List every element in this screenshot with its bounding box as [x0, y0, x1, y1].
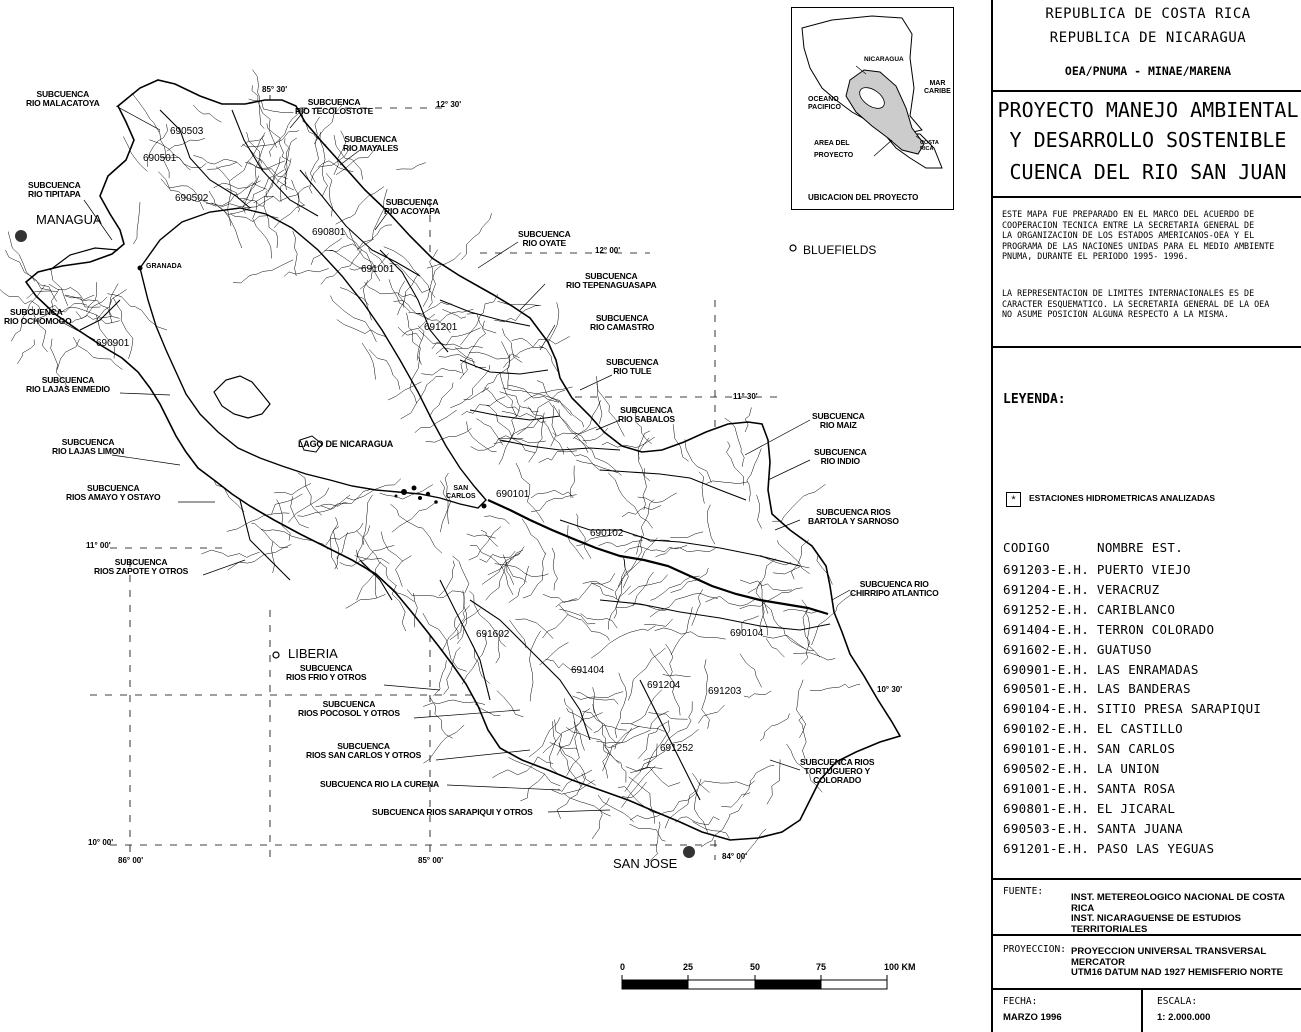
notes-para1 [1002, 209, 1298, 262]
sub-tepenaguasapa-l1: SUBCUENCA [584, 271, 638, 281]
station-row: 690503-E.H. SANTA JUANA [1003, 820, 1183, 836]
station-row: 690104-E.H. SITIO PRESA SARAPIQUI [1003, 701, 1262, 717]
source-label: FUENTE: [1003, 886, 1044, 897]
inset-mar: MAR [929, 80, 946, 87]
sub-acoyapa [384, 198, 440, 216]
sub-frio-l2: RIOS FRIO Y OTROS [286, 672, 367, 682]
inset-nicaragua: NICARAGUA [864, 56, 904, 63]
scale-section [1143, 990, 1301, 1032]
map-stn-690102: 690102 [590, 528, 624, 539]
river-segment [564, 794, 611, 817]
notes-para2 [1002, 288, 1298, 320]
scale-label: ESCALA: [1157, 996, 1198, 1007]
coord-10-30: 10° 30' [877, 685, 903, 694]
station-row: 691204-E.H. VERACRUZ [1003, 581, 1160, 597]
map-stn-691001: 691001 [361, 264, 395, 275]
sub-zapote-l2: RIOS ZAPOTE Y OTROS [94, 566, 189, 576]
san-carlos-line1: SAN [453, 485, 469, 492]
river-segment [461, 213, 491, 260]
inset-area-l1: AREA DEL [814, 140, 850, 147]
date-label: FECHA: [1003, 996, 1038, 1007]
sub-ochomogo-l1: SUBCUENCA [10, 307, 63, 317]
station-row: 691602-E.H. GUATUSO [1003, 641, 1152, 657]
inset-oceano [808, 96, 841, 112]
station-row: 690101-E.H. SAN CARLOS [1003, 741, 1176, 757]
river-segment [597, 376, 603, 424]
inset-costa-rica [920, 140, 939, 152]
sub-lajas-enmedio-l1: SUBCUENCA [41, 375, 95, 385]
legend-section [993, 348, 1301, 880]
inset-oceano-l2: PACIFICO [808, 104, 841, 111]
sub-bartola-sarnoso [808, 508, 899, 526]
sub-lajas-enmedio-l2: RIO LAJAS ENMEDIO [26, 384, 110, 394]
col-header-code: CODIGO [1003, 540, 1050, 555]
sub-oyate [518, 230, 571, 248]
sub-acoyapa-l2: RIO ACOYAPA [384, 206, 441, 216]
map-stn-690104: 690104 [730, 628, 764, 639]
sub-pocosol [298, 700, 400, 718]
san-carlos-label [446, 485, 476, 501]
project-section [993, 92, 1301, 198]
river-segment [228, 544, 292, 570]
coord-11-00: 11° 00' [86, 541, 111, 550]
sub-curena: SUBCUENCA RIO LA CURENA [320, 779, 439, 789]
river-segment [201, 550, 259, 557]
sub-indio-l1: SUBCUENCA [814, 447, 867, 457]
sub-tepenaguasapa-l2: RIO TEPENAGUASAPA [566, 280, 657, 290]
managua-label: MANAGUA [36, 212, 102, 227]
note1-l2: COOPERACION TECNICA ENTRE LA SECRETARIA GENERAL DE [1002, 219, 1255, 230]
source-section [993, 880, 1301, 936]
station-row: 690502-E.H. LA UNION [1003, 761, 1160, 776]
sub-tortuguero-l2: TORTUGUERO Y [804, 766, 871, 776]
map-stn-691404: 691404 [571, 665, 605, 676]
station-row: 690801-E.H. EL JICARAL [1003, 800, 1176, 816]
note1-l4: PROGRAMA DE LAS NACIONES UNIDAS PARA EL MEDIO AMBIENTE [1002, 240, 1275, 251]
scale-value: 1: 2.000.000 [1157, 1012, 1211, 1023]
sub-camastro-l1: SUBCUENCA [595, 313, 649, 323]
sub-sabalos-l1: SUBCUENCA [620, 405, 673, 415]
sub-indio-l2: RIO INDIO [820, 456, 860, 466]
header-section [993, 0, 1301, 92]
sub-mayales-l2: RIO MAYALES [343, 143, 399, 153]
sub-maiz [812, 412, 865, 430]
river-segment [17, 340, 34, 364]
sub-frio-l1: SUBCUENCA [299, 663, 353, 673]
map-stn-691204: 691204 [647, 680, 681, 691]
project-line2: Y DESARROLLO SOSTENIBLE [1009, 128, 1287, 152]
lake-label: LAGO DE NICARAGUA [298, 439, 394, 449]
projection-line2: UTM16 DATUM NAD 1927 HEMISFERIO NORTE [1071, 967, 1284, 978]
river-segment [396, 163, 426, 170]
sub-maiz-l1: SUBCUENCA [812, 411, 865, 421]
sub-zapote [94, 558, 188, 576]
inset-caribe: CARIBE [924, 88, 951, 95]
station-symbol: * [1011, 494, 1016, 506]
sub-mayales [343, 135, 398, 153]
country-costa-rica: REPUBLICA DE COSTA RICA [1045, 6, 1251, 22]
inset-caption: UBICACION DEL PROYECTO [808, 193, 919, 202]
sub-pocosol-l2: RIOS POCOSOL Y OTROS [298, 708, 400, 718]
sub-pocosol-l1: SUBCUENCA [322, 699, 376, 709]
sub-san-carlos [306, 742, 421, 760]
map-stn-690801: 690801 [312, 227, 346, 238]
station-row: 691001-E.H. SANTA ROSA [1003, 780, 1176, 796]
sub-san-carlos-l1: SUBCUENCA [337, 741, 390, 751]
sub-tule-l2: RIO TULE [613, 366, 652, 376]
sub-bartola-sarnoso-l2: BARTOLA Y SARNOSO [808, 516, 899, 526]
san-jose-marker [683, 846, 695, 858]
country-nicaragua: REPUBLICA DE NICARAGUA [1049, 30, 1247, 46]
map-stn-690501: 690501 [143, 153, 177, 164]
sub-tipitapa [28, 181, 81, 199]
bluefields-label: BLUEFIELDS [803, 243, 877, 257]
inset-rica: RICA [920, 146, 934, 152]
sub-ochomogo-l2: RIO OCHOMOGO [4, 316, 72, 326]
coord-12-30: 12° 30' [436, 100, 462, 109]
river-segment [271, 541, 274, 573]
map-stn-691201: 691201 [424, 322, 458, 333]
sub-amayo-ostayo-l1: SUBCUENCA [86, 483, 140, 493]
note2-l3: NO ASUME POSICION ALGUNA RESPECTO A LA MISMA. [1002, 309, 1229, 319]
inset-area-l2: PROYECTO [814, 152, 854, 159]
inset-mar-caribe [924, 80, 951, 96]
river-segment [548, 302, 559, 342]
sub-tecolostote [295, 98, 373, 116]
note1-l5: PNUMA, DURANTE EL PERIODO 1995- 1996. [1002, 251, 1189, 261]
river-segment [252, 523, 288, 547]
legend-title: LEYENDA: [1003, 392, 1066, 407]
river-segment [346, 594, 386, 608]
sub-malacatoya-l2: RIO MALACATOYA [26, 98, 100, 108]
col-header-name: NOMBRE EST. [1097, 540, 1184, 555]
map-stn-690502: 690502 [175, 193, 209, 204]
river-segment [433, 660, 446, 696]
coord-84-00: 84° 00' [722, 852, 748, 861]
sub-oyate-l1: SUBCUENCA [518, 229, 571, 239]
sub-lajas-limon-l2: RIO LAJAS LIMON [52, 446, 125, 456]
coord-11-30: 11° 30' [733, 392, 758, 401]
source-line1: INST. METEREOLOGICO NACIONAL DE COSTA RICA [1071, 892, 1285, 914]
sub-sabalos [618, 406, 675, 424]
scale-bar [622, 975, 887, 989]
liberia-label: LIBERIA [288, 646, 338, 661]
sub-malacatoya-l1: SUBCUENCA [36, 89, 90, 99]
san-jose-label: SAN JOSE [613, 856, 678, 871]
map-stn-691203: 691203 [708, 686, 742, 697]
station-row: 691203-E.H. PUERTO VIEJO [1003, 562, 1191, 577]
sub-camastro-l2: RIO CAMASTRO [590, 322, 655, 332]
sub-malacatoya [26, 90, 100, 108]
river-segment [630, 824, 666, 841]
note1-l3: LA ORGANIZACION DE LOS ESTADOS AMERICANOS-OEA Y EL [1002, 230, 1255, 240]
sub-zapote-l1: SUBCUENCA [114, 557, 168, 567]
station-row: 691252-E.H. CARIBLANCO [1003, 601, 1176, 617]
inset-area [814, 138, 853, 162]
scale-tick-0: 0 [620, 962, 626, 972]
sub-tecolostote-l2: RIO TECOLOSTOTE [295, 106, 374, 116]
note2-l2: CARACTER ESQUEMATICO. LA SECRETARIA GENERAL DE LA OEA [1002, 298, 1270, 309]
station-row: 690901-E.H. LAS ENRAMADAS [1003, 661, 1199, 677]
date-section [993, 990, 1143, 1032]
project-line1: PROYECTO MANEJO AMBIENTAL [997, 98, 1299, 122]
sub-indio [814, 448, 867, 466]
sub-frio [286, 664, 366, 682]
note1-l1: ESTE MAPA FUE PREPARADO EN EL MARCO DEL ACUERDO DE [1002, 209, 1255, 219]
sub-tule-l1: SUBCUENCA [606, 357, 659, 367]
title-block [991, 0, 1301, 1032]
project-line3: CUENCA DEL RIO SAN JUAN [1009, 160, 1287, 184]
managua-marker [15, 230, 27, 242]
river-segment [520, 774, 545, 801]
station-row: 690501-E.H. LAS BANDERAS [1003, 681, 1191, 697]
notes-section [993, 198, 1301, 348]
projection-line1: PROYECCION UNIVERSAL TRANSVERSAL MERCATOR [1071, 946, 1266, 968]
sub-amayo-ostayo [66, 484, 160, 502]
projection-section [993, 936, 1301, 990]
sub-bartola-sarnoso-l1: SUBCUENCA RIOS [816, 507, 891, 517]
map-stn-691602: 691602 [476, 629, 510, 640]
san-carlos-line2: CARLOS [446, 493, 476, 500]
projection-label: PROYECCION: [1003, 944, 1066, 955]
inset-costa: COSTA [920, 140, 939, 146]
org-line: OEA/PNUMA - MINAE/MARENA [1064, 64, 1232, 78]
station-legend-label: ESTACIONES HIDROMETRICAS ANALIZADAS [1029, 493, 1216, 503]
inset-oceano-l1: OCEANO [808, 96, 839, 103]
san-carlos-marker [482, 504, 487, 509]
scale-tick-100km: 100 KM [884, 962, 916, 972]
sub-lajas-enmedio [26, 376, 110, 394]
sub-tepenaguasapa [566, 272, 656, 290]
granada-label: GRANADA [146, 263, 182, 270]
map-stn-690503: 690503 [170, 126, 204, 137]
sub-san-carlos-l2: RIOS SAN CARLOS Y OTROS [306, 750, 422, 760]
location-inset [791, 7, 954, 210]
date-value: MARZO 1996 [1003, 1012, 1062, 1023]
sub-chirripo-l1: SUBCUENCA RIO [859, 579, 929, 589]
sub-maiz-l2: RIO MAIZ [819, 420, 857, 430]
sub-tipitapa-l1: SUBCUENCA [28, 180, 81, 190]
sub-acoyapa-l1: SUBCUENCA [385, 197, 439, 207]
scale-tick-25: 25 [683, 962, 694, 972]
coord-85-00: 85° 00' [418, 856, 444, 865]
sub-mayales-l1: SUBCUENCA [344, 134, 397, 144]
scale-tick-50: 50 [750, 962, 761, 972]
sub-lajas-limon-l1: SUBCUENCA [61, 437, 115, 447]
station-symbol-box [1006, 492, 1021, 507]
note2-l1: LA REPRESENTACION DE LIMITES INTERNACIONALES ES DE [1002, 288, 1255, 298]
bluefields-marker [790, 245, 796, 251]
map-stn-691252: 691252 [660, 743, 694, 754]
river-segment [57, 339, 79, 370]
sub-lajas-limon [52, 438, 124, 456]
granada-marker [138, 266, 143, 271]
station-row: 691404-E.H. TERRON COLORADO [1003, 621, 1215, 637]
sub-ochomogo [4, 308, 72, 326]
coord-10-00: 10° 00' [88, 838, 114, 847]
sub-tipitapa-l2: RIO TIPITAPA [28, 189, 81, 199]
map-stn-690901: 690901 [96, 338, 130, 349]
sub-tortuguero-l1: SUBCUENCA RIOS [800, 757, 875, 767]
sub-sabalos-l2: RIO SABALOS [618, 414, 675, 424]
sub-camastro [590, 314, 654, 332]
sub-tortuguero [800, 758, 874, 785]
sub-chirripo [850, 580, 938, 598]
sub-oyate-l2: RIO OYATE [522, 238, 567, 248]
sub-chirripo-l2: CHIRRIPO ATLANTICO [850, 588, 939, 598]
sub-amayo-ostayo-l2: RIOS AMAYO Y OSTAYO [66, 492, 161, 502]
coord-12-00: 12° 00' [595, 246, 621, 255]
source-line2: INST. NICARAGUENSE DE ESTUDIOS TERRITORIALES [1071, 913, 1241, 935]
sub-sarapiqui: SUBCUENCA RIOS SARAPIQUI Y OTROS [372, 807, 533, 817]
station-row: 691201-E.H. PASO LAS YEGUAS [1003, 840, 1215, 856]
sub-tortuguero-l3: COLORADO [813, 775, 862, 785]
coord-86-00: 86° 00' [118, 856, 144, 865]
map-stn-690101: 690101 [496, 489, 530, 500]
sub-tecolostote-l1: SUBCUENCA [307, 97, 361, 107]
scale-tick-75: 75 [816, 962, 827, 972]
sub-tule [606, 358, 659, 376]
coord-85-30-top: 85° 30' [262, 85, 288, 94]
station-row: 690102-E.H. EL CASTILLO [1003, 721, 1183, 737]
liberia-marker [273, 652, 279, 658]
